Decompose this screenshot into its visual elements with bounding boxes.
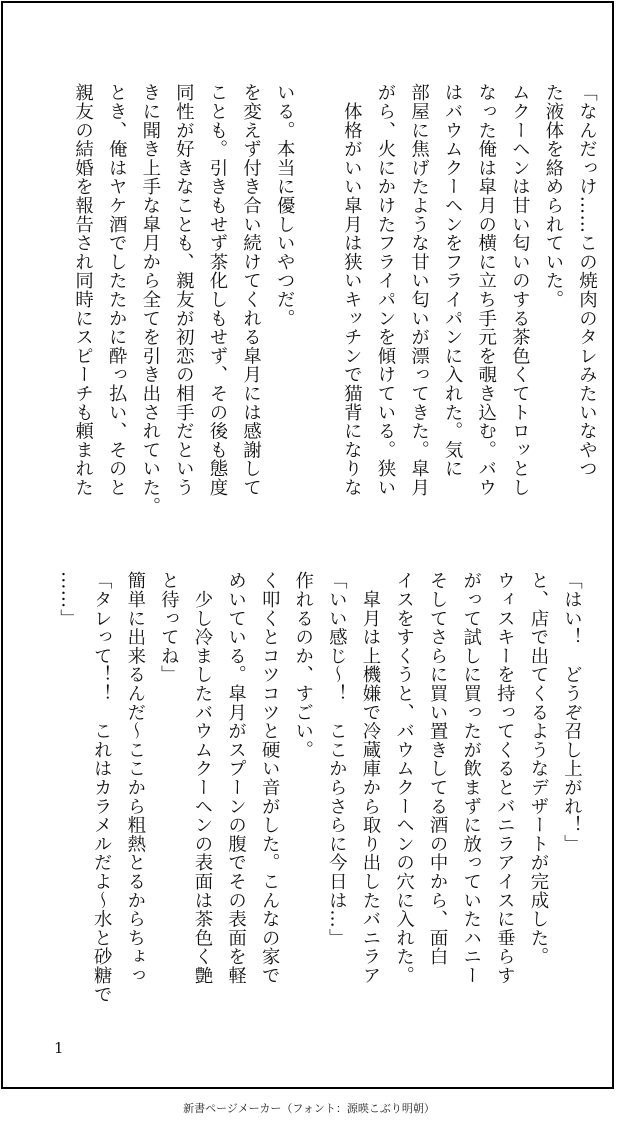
body-text-bottom: 「はい！ どうぞ召し上がれ！」 と、店で出てくるようなデザートが完成した。 ウィスキーを持ってくるとバニラアイスに垂らす がって試しに買ったが飲まずに放っていたハニー そしてさらに買い置きしてる酒の中から、面白 イスをすくうと、バウムクーヘンの穴に入れた。 皐月は上機嫌で冷蔵庫から取り出したバニラア 「いい感じ～！ ここからさらに今日は…」 作れるのか、すごい。 く叩くとコツコツと硬い音がした。こんなの家で めいている。皐月がスプーンの腹でその表面を軽 少し冷ましたバウムクーヘンの表面は茶色く艶 と待ってね」 簡単に出来るんだ～ここから粗熱とるからちょっ 「タレって！！ これはカラメルだよ～水と砂糖で ……」 <box>57 571 583 1004</box>
page-number: 1 <box>54 1039 64 1057</box>
page-frame <box>1 1 614 1089</box>
footer-credit: 新書ページメーカー（フォント：源暎こぶり明朝） <box>183 1102 435 1115</box>
body-text-top: 「なんだっけ……この焼肉のタレみたいなやつ た液体を絡められていた。 ムクーヘンは甘い匂いのする茶色くてトロッとし なった俺は皐月の横に立ち手元を覗き込む。バウ はバウムクーヘンをフライパンに入れた。気に 部屋に焦げたような甘い匂いが漂ってきた。皐月 がら、火にかけたフライパンを傾けている。狭い 体格がいい皐月は狭いキッチンで猫背になりな いる。本当に優しいやつだ。 を変えず付き合い続けてくれる皐月には感謝して ことも。引きもせず茶化しもせず、その後も態度 同性が好きなことも、親友が初恋の相手だという きに聞き上手な皐月から全てを引き出されていた。 とき、俺はヤケ酒でしたたかに酔っ払い、そのと 親友の結婚を報告され同時にスピーチも頼まれた <box>72 83 598 516</box>
